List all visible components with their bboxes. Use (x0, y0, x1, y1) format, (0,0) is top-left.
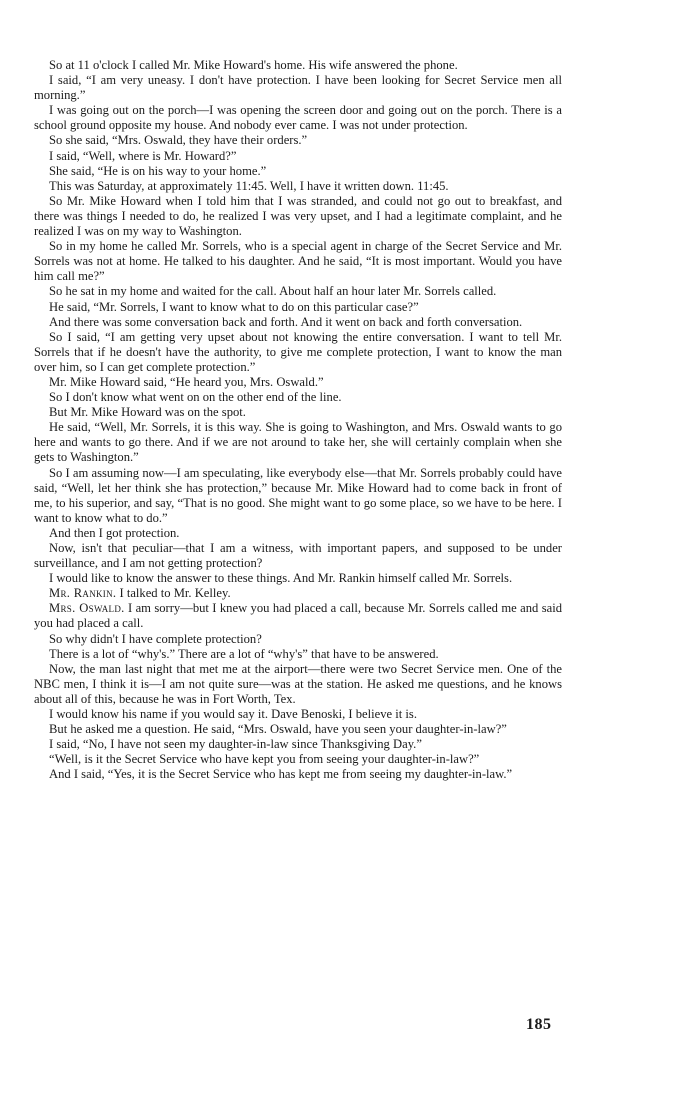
paragraph-text: I talked to Mr. Kelley. (116, 586, 231, 601)
paragraph (34, 737, 562, 752)
paragraph (34, 526, 562, 541)
speaker-name: Mr. Rankin. (49, 586, 117, 601)
paragraph (34, 179, 562, 194)
paragraph (34, 662, 562, 707)
paragraph-text: He said, “Well, Mr. Sorrels, it is this way. She is going to Washington, and Mrs. Oswald wants to go here and wants to go there. And if we are not around to take her, she will certainly complain when she gets to Washington.” (34, 420, 562, 465)
paragraph-text: There is a lot of “why's.” There are a lot of “why's” that have to be answered. (49, 646, 439, 661)
paragraph (34, 300, 562, 315)
paragraph-text: But he asked me a question. He said, “Mrs. Oswald, have you seen your daughter-in-law?” (49, 722, 507, 737)
paragraph-text: “Well, is it the Secret Service who have kept you from seeing your daughter-in-law?” (49, 752, 480, 767)
paragraph (34, 767, 562, 782)
paragraph (34, 632, 562, 647)
paragraph-text: Mr. Mike Howard said, “He heard you, Mrs. Oswald.” (49, 374, 324, 389)
paragraph-text: Now, isn't that peculiar—that I am a witness, with important papers, and supposed to be under surveillance, and I am not getting protection? (34, 541, 562, 571)
paragraph-text: I said, “No, I have not seen my daughter-in-law since Thanksgiving Day.” (49, 737, 422, 752)
paragraph (34, 330, 562, 375)
paragraph (34, 149, 562, 164)
paragraph-text: So why didn't I have complete protection? (49, 631, 262, 646)
paragraph-text: And there was some conversation back and forth. And it went on back and forth conversation. (49, 314, 523, 329)
paragraph-text: He said, “Mr. Sorrels, I want to know what to do on this particular case?” (49, 299, 419, 314)
paragraph (34, 405, 562, 420)
paragraph-text: I am sorry—but I knew you had placed a call, because Mr. Sorrels called me and said you had placed a call. (34, 601, 562, 631)
paragraph-text: This was Saturday, at approximately 11:45. Well, I have it written down. 11:45. (49, 178, 449, 193)
paragraph-text: And then I got protection. (49, 525, 180, 540)
paragraph (34, 722, 562, 737)
paragraph (34, 375, 562, 390)
paragraph-text: I was going out on the porch—I was opening the screen door and going out on the porch. There is a school ground opposite my house. And nobody ever came. I was not under protection. (34, 103, 562, 133)
paragraph (34, 571, 562, 586)
paragraph-text: So Mr. Mike Howard when I told him that I was stranded, and could not go out to breakfast, and there was things I needed to do, he realized I was very upset, and I had a legitimate complaint, and he realized I was on my way to Washington. (34, 193, 562, 239)
paragraph (34, 103, 562, 133)
paragraph (34, 390, 562, 405)
paragraph-text: Now, the man last night that met me at the airport—there were two Secret Service men. One of the NBC men, I think it is—I am not quite sure—was at the station. He asked me questions, and he knows about all of this, because he was in Fort Worth, Tex. (34, 661, 562, 706)
paragraph (34, 586, 562, 601)
paragraph (34, 194, 562, 239)
paragraph-text: So I said, “I am getting very upset about not knowing the entire conversation. I want to tell Mr. Sorrels that if he doesn't have the authority, to give me complete protection, I want to know the man over him, so I can get complete protection.” (34, 329, 562, 374)
paragraph (34, 58, 562, 73)
paragraph-text: So I don't know what went on on the other end of the line. (49, 390, 342, 405)
paragraph (34, 601, 562, 631)
paragraph-text: So in my home he called Mr. Sorrels, who is a special agent in charge of the Secret Service and Mr. Sorrels was not at home. He talked to his daughter. And he said, “It is most important. Would you have him call me?” (34, 239, 562, 284)
paragraph (34, 466, 562, 526)
paragraph (34, 752, 562, 767)
paragraph-text: So I am assuming now—I am speculating, like everybody else—that Mr. Sorrels probably could have said, “Well, let her think she has protection,” because Mr. Mike Howard had to come back in front of me, to his superior, and say, “That is no good. She might want to go some place, so we have to be here. I want to know what to do.” (34, 465, 562, 525)
paragraph (34, 164, 562, 179)
paragraph (34, 420, 562, 465)
speaker-name: Mrs. Oswald. (49, 601, 125, 616)
paragraph (34, 133, 562, 148)
paragraph (34, 647, 562, 662)
paragraph (34, 73, 562, 103)
paragraph (34, 541, 562, 571)
paragraph (34, 239, 562, 284)
paragraph-text: So he sat in my home and waited for the call. About half an hour later Mr. Sorrels called. (49, 284, 497, 299)
paragraph-text: She said, “He is on his way to your home.” (49, 163, 267, 178)
paragraph-text: But Mr. Mike Howard was on the spot. (49, 405, 246, 420)
paragraph-text: I would like to know the answer to these things. And Mr. Rankin himself called Mr. Sorrels. (49, 571, 513, 586)
paragraph-text: So at 11 o'clock I called Mr. Mike Howard's home. His wife answered the phone. (49, 58, 458, 72)
paragraph (34, 284, 562, 299)
paragraph-text: I would know his name if you would say it. Dave Benoski, I believe it is. (49, 707, 417, 722)
paragraph-text: So she said, “Mrs. Oswald, they have their orders.” (49, 133, 308, 148)
paragraph (34, 707, 562, 722)
paragraph-text: I said, “Well, where is Mr. Howard?” (49, 148, 237, 163)
paragraph (34, 315, 562, 330)
testimony-text (34, 58, 562, 783)
page-number: 185 (526, 1016, 552, 1033)
paragraph-text: I said, “I am very uneasy. I don't have protection. I have been looking for Secret Service men all morning.” (34, 73, 562, 103)
paragraph-text: And I said, “Yes, it is the Secret Service who has kept me from seeing my daughter-in-law.” (49, 767, 513, 782)
